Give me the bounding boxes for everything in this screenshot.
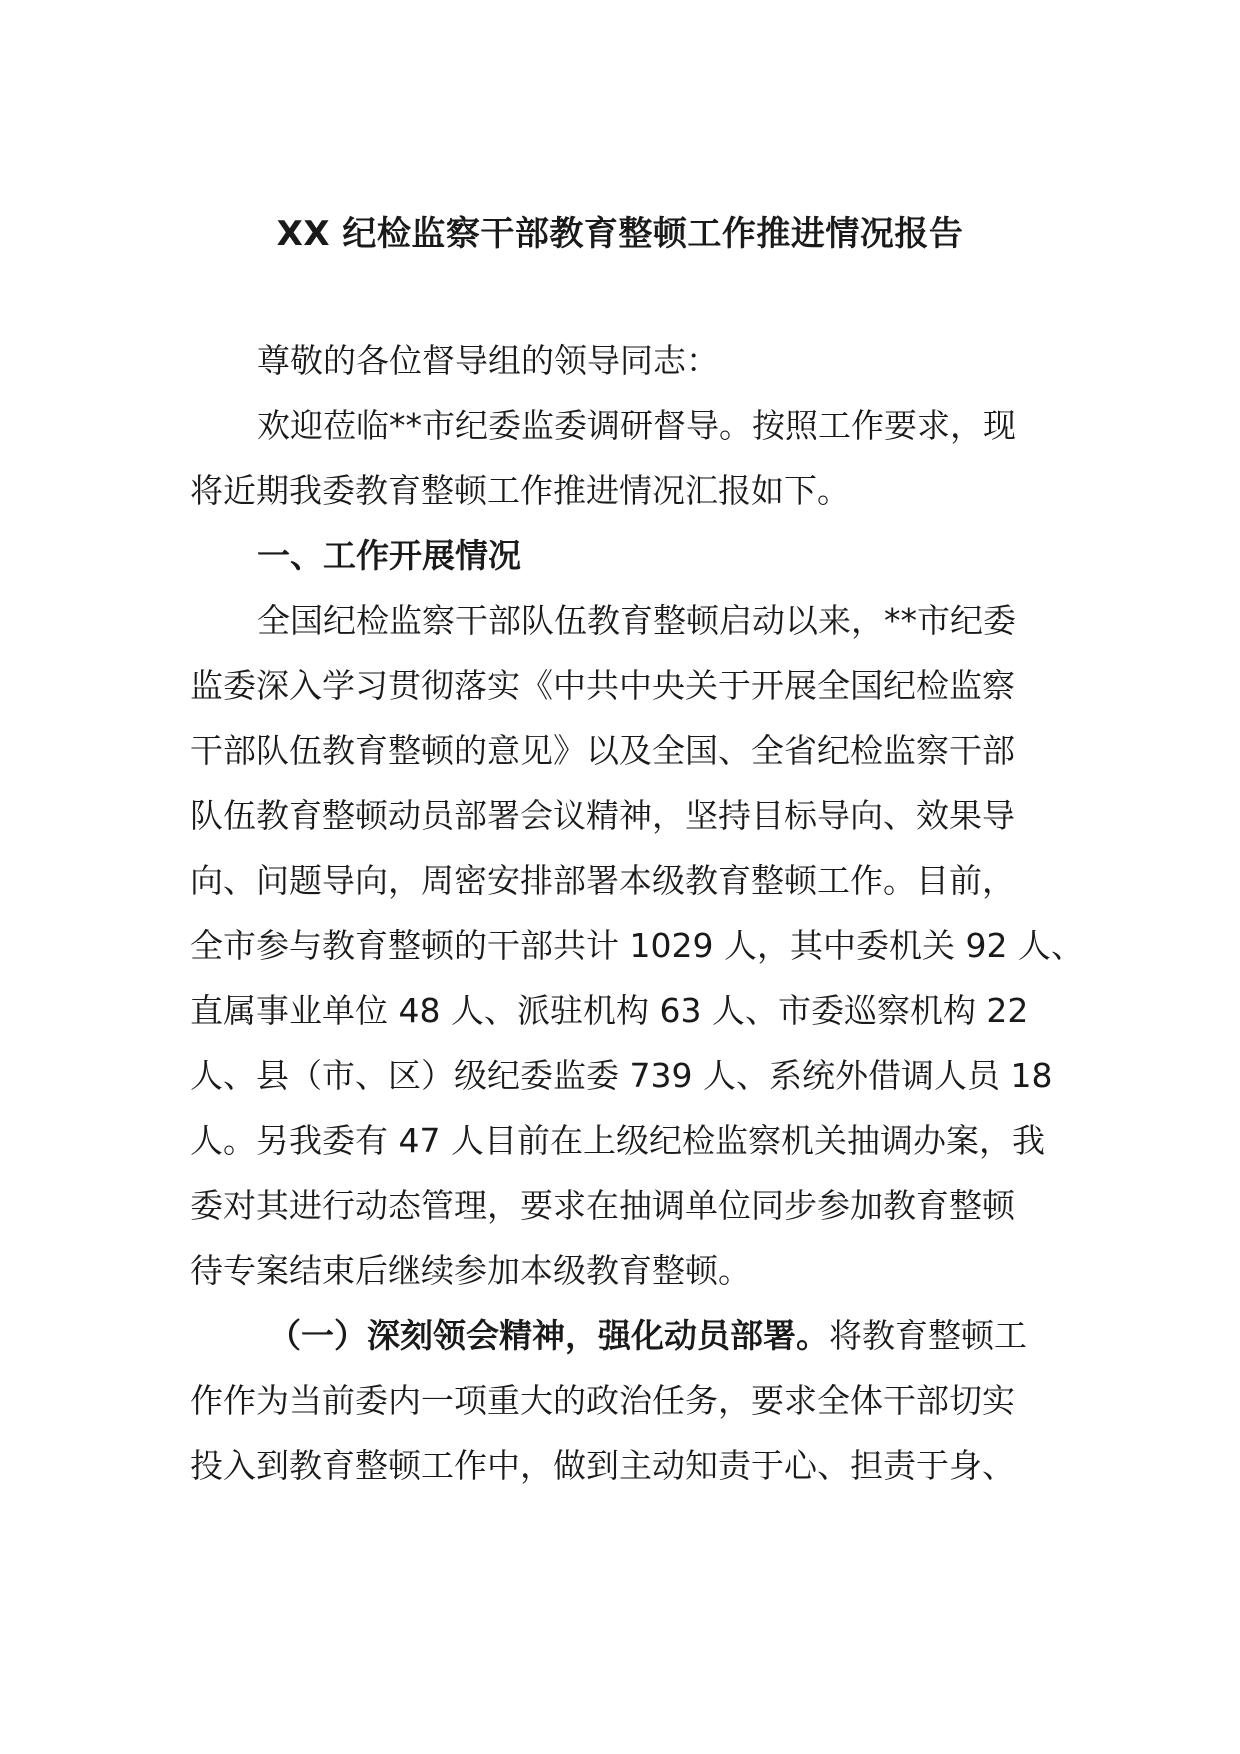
- paragraph-line: 委对其进行动态管理，要求在抽调单位同步参加教育整顿: [190, 1186, 1015, 1225]
- greeting: 尊敬的各位督导组的领导同志：: [257, 341, 719, 380]
- subsection-lead-text: 将教育整顿工: [829, 1316, 1027, 1355]
- paragraph-line: 干部队伍教育整顿的意见》以及全国、全省纪检监察干部: [190, 731, 1015, 770]
- paragraph-line: 待专案结束后继续参加本级教育整顿。: [190, 1251, 751, 1290]
- paragraph-line: 监委深入学习贯彻落实《中共中央关于开展全国纪检监察: [190, 666, 1015, 705]
- subsection-heading: （一）深刻领会精神，强化动员部署。: [268, 1316, 829, 1355]
- paragraph-line: 作作为当前委内一项重大的政治任务，要求全体干部切实: [190, 1381, 1015, 1420]
- paragraph-line: 队伍教育整顿动员部署会议精神，坚持目标导向、效果导: [190, 796, 1015, 835]
- subsection-first-line: [190, 1303, 1070, 1368]
- paragraph-line: 投入到教育整顿工作中，做到主动知责于心、担责于身、: [190, 1446, 1015, 1485]
- section-heading: 一、工作开展情况: [257, 536, 521, 575]
- intro-line: 欢迎莅临**市纪委监委调研督导。按照工作要求，现: [257, 406, 1016, 445]
- document-body: [190, 328, 1084, 1498]
- document-title: XX 纪检监察干部教育整顿工作推进情况报告: [276, 214, 964, 254]
- paragraph-line: 全市参与教育整顿的干部共计 1029 人，其中委机关 92 人、: [190, 926, 1084, 965]
- paragraph-line: 人、县（市、区）级纪委监委 739 人、系统外借调人员 18: [190, 1056, 1053, 1095]
- paragraph-line: 全国纪检监察干部队伍教育整顿启动以来，**市纪委: [257, 601, 1016, 640]
- paragraph-line: 向、问题导向，周密安排部署本级教育整顿工作。目前，: [190, 861, 1015, 900]
- paragraph-line: 人。另我委有 47 人目前在上级纪检监察机关抽调办案，我: [190, 1121, 1045, 1160]
- paragraph-line: 直属事业单位 48 人、派驻机构 63 人、市委巡察机构 22: [190, 991, 1029, 1030]
- intro-line: 将近期我委教育整顿工作推进情况汇报如下。: [190, 471, 850, 510]
